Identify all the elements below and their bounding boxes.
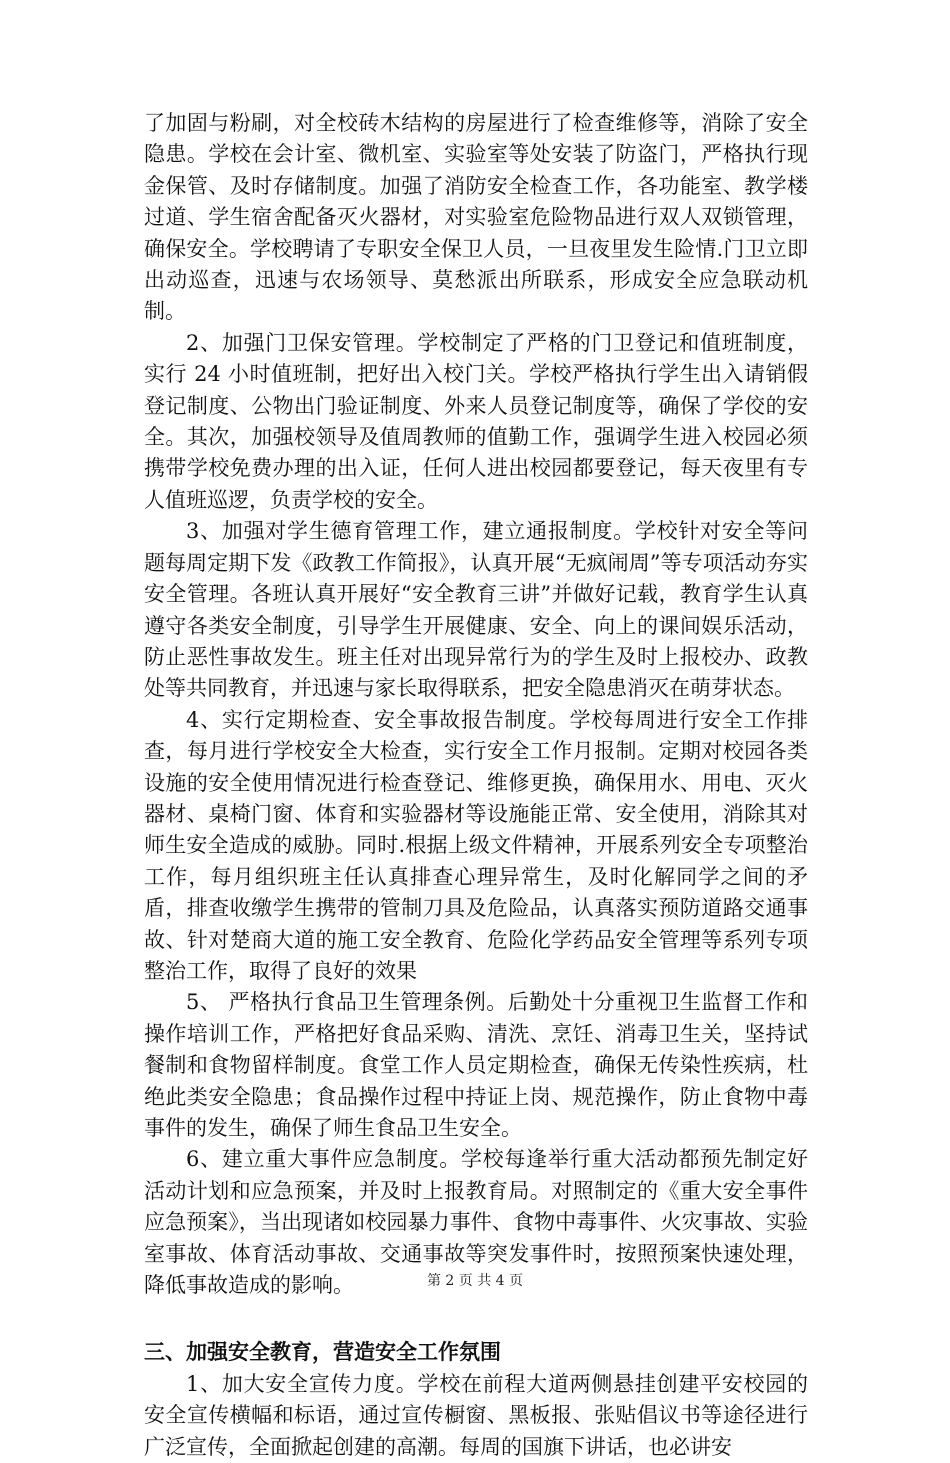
section-paragraph-1: 1、加大安全宣传力度。学校在前程大道两侧悬挂创建平安校园的安全宣传横幅和标语，通过宣传橱窗、黑板报、张贴倡议书等途径进行广泛宣传，全面掀起创建的高潮。每周的国旗下讲话，也必讲安 <box>144 1371 808 1459</box>
paragraph-item-6: 6、建立重大事件应急制度。学校每逢举行重大活动都预先制定好活动计划和应急预案，并及时上报教育局。对照制定的《重大安全事件应急预案》，当出现诸如校园暴力事件、食物中毒事件、火灾事故、实验室事故、体育活动事故、交通事故等突发事件时，按照预案快速处理，降低事故造成的影响。 <box>144 1147 808 1298</box>
paragraph-item-2: 2、加强门卫保安管理。学校制定了严格的门卫登记和值班制度，实行 24 小时值班制，把好出入校门关。学校严格执行学生出入请销假登记制度、公物出门验证制度、外来人员登记制度等，确保了学佼的安全。其次，加强校领导及值周教师的值勤工作，强调学生进入校园必须携带学校免费办理的出入证，任何人进出校园都要登记，每天夜里有专人值班巡逻，负责学校的安全。 <box>144 330 808 512</box>
section-heading: 三、加强安全教育，营造安全工作氛围 <box>144 1340 501 1365</box>
paragraph-continuation: 了加固与粉刷，对全校砖木结构的房屋进行了检查维修等，消除了安全隐患。学校在会计室、微机室、实验室等处安装了防盗门，严格执行现金保管、及时存储制度。加强了消防安全检查工作，各功能室、教学楼过道、学生宿舍配备灭火器材，对实验室危险物品进行双人双锁管理，确保安全。学校聘请了专职安全保卫人员，一旦夜里发生险情.门卫立即出动巡查，迅速与农场领导、莫愁派出所联系，形成安全应急联动机制。 <box>144 111 808 324</box>
page-footer: 第 2 页 共 4 页 <box>426 1273 524 1289</box>
document-body <box>144 108 808 1463</box>
paragraph-item-5: 5、 严格执行食品卫生管理条例。后勤处十分重视卫生监督工作和操作培训工作，严格把好食品采购、清洗、烹饪、消毒卫生关，坚持试餐制和食物留样制度。食堂工作人员定期检查，确保无传染性疾病，杜绝此类安全隐患；食品操作过程中持证上岗、规范操作，防止食物中毒事件的发生，确保了师生食品卫生安全。 <box>144 990 808 1140</box>
paragraph-item-3: 3、加强对学生德育管理工作，建立通报制度。学校针对安全等问题每周定期下发《政教工作简报》，认真开展“无疯闹周”等专项活动夯实安全管理。各班认真开展好“安全教育三讲”并做好记载，教育学生认真遵守各类安全制度，引导学生开展健康、安全、向上的课间娱乐活动，防止恶性事故发生。班主任对出现异常行为的学生及时上报校办、政教处等共同教育，并迅速与家长取得联系，把安全隐患消灭在萌芽状态。 <box>144 519 808 701</box>
paragraph-item-4: 4、实行定期检查、安全事故报告制度。学校每周进行安全工作排查，每月进行学校安全大检查，实行安全工作月报制。定期对校园各类设施的安全使用情况进行检查登记、维修更换，确保用水、用电、灭火器材、桌椅门窗、体育和实验器材等设施能正常、安全使用，消除其对师生安全造成的威胁。同时.根据上级文件精神，开展系列安全专项整治工作，每月组织班主任认真排查心理异常生，及时化解同学之间的矛盾，排查收缴学生携带的管制刀具及危险品，认真落实预防道路交通事故、针对楚商大道的施工安全教育、危险化学药品安全管理等系列专项整治工作，取得了良好的效果 <box>144 707 808 983</box>
